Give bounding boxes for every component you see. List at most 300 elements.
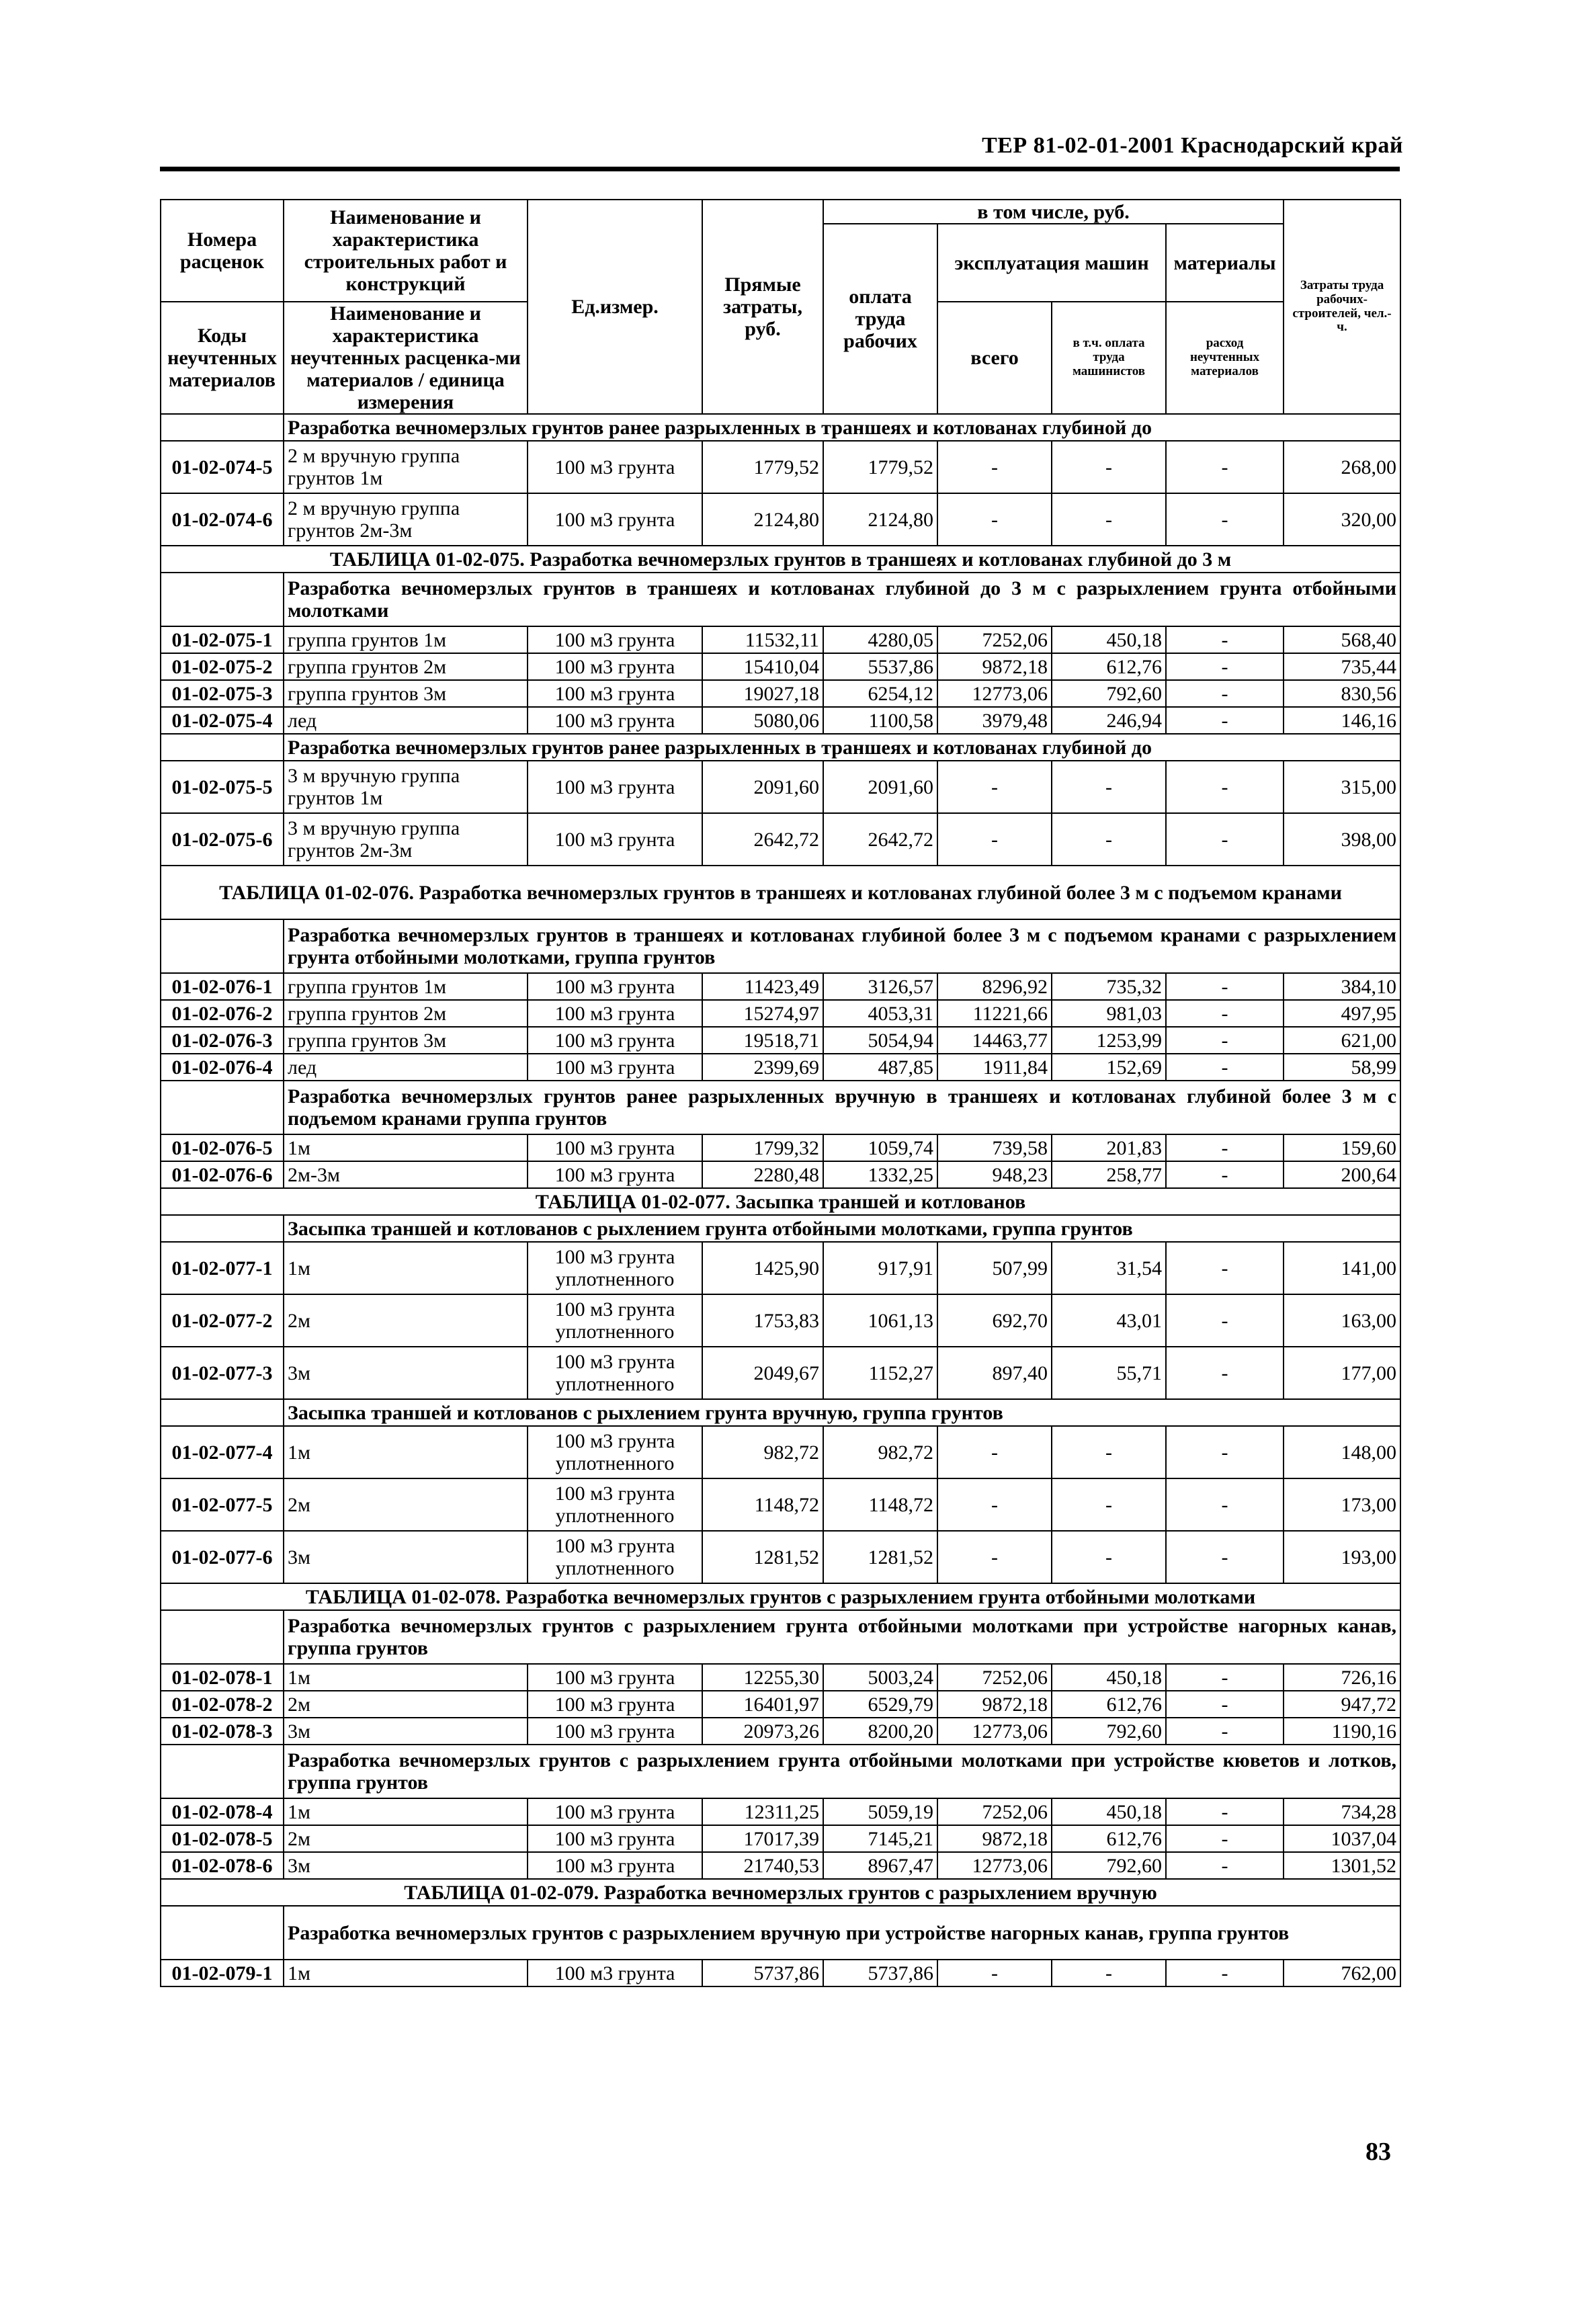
- rate-labor-hours: 762,00: [1284, 1960, 1400, 1986]
- rate-name: 1м: [284, 1798, 528, 1825]
- group-heading-row: [161, 414, 1400, 441]
- rate-labor-pay: 6254,12: [823, 680, 937, 707]
- rate-direct-cost: 12311,25: [702, 1798, 823, 1825]
- rate-materials: -: [1166, 653, 1284, 680]
- rate-name: 3м: [284, 1852, 528, 1879]
- group-code-blank: [161, 1610, 284, 1664]
- rate-machines: -: [937, 441, 1052, 493]
- rate-machinist-pay: -: [1052, 1531, 1166, 1583]
- rate-machinist-pay: -: [1052, 441, 1166, 493]
- group-heading: Разработка вечномерзлых грунтов ранее разрыхленных в траншеях и котлованах глубиной до: [284, 734, 1400, 761]
- group-heading: Разработка вечномерзлых грунтов с разрыхлением вручную при устройстве нагорных канав, группа грунтов: [284, 1906, 1400, 1960]
- rate-materials: -: [1166, 707, 1284, 734]
- rate-unit: 100 м3 грунта: [528, 973, 702, 1000]
- rate-labor-pay: 5054,94: [823, 1027, 937, 1054]
- rate-materials: -: [1166, 1852, 1284, 1879]
- table-row: [161, 680, 1400, 707]
- table-row: [161, 653, 1400, 680]
- rate-unit: 100 м3 грунта: [528, 1664, 702, 1691]
- rate-name: 3 м вручную группа грунтов 1м: [284, 761, 528, 813]
- rate-unit: 100 м3 грунта: [528, 1000, 702, 1027]
- rate-name: 1м: [284, 1134, 528, 1161]
- rate-unit: 100 м3 грунта: [528, 680, 702, 707]
- rate-labor-pay: 2124,80: [823, 493, 937, 546]
- group-heading-row: [161, 1215, 1400, 1242]
- rate-labor-hours: 148,00: [1284, 1426, 1400, 1478]
- rate-labor-hours: 568,40: [1284, 626, 1400, 653]
- header-row: [161, 200, 1400, 224]
- rate-machinist-pay: 55,71: [1052, 1347, 1166, 1399]
- rate-labor-pay: 7145,21: [823, 1825, 937, 1852]
- group-heading-row: [161, 1610, 1400, 1664]
- rate-unit: 100 м3 грунта: [528, 653, 702, 680]
- col-labor-cost: Затраты труда рабочих-строителей, чел.-ч.: [1284, 200, 1400, 414]
- table-row: [161, 1825, 1400, 1852]
- rate-labor-hours: 726,16: [1284, 1664, 1400, 1691]
- rate-labor-hours: 947,72: [1284, 1691, 1400, 1718]
- rate-materials: -: [1166, 813, 1284, 866]
- rate-name: 2м: [284, 1691, 528, 1718]
- group-heading-row: [161, 1399, 1400, 1426]
- rate-machinist-pay: -: [1052, 1960, 1166, 1986]
- rate-direct-cost: 5737,86: [702, 1960, 823, 1986]
- rate-materials: -: [1166, 1718, 1284, 1745]
- rate-machinist-pay: 612,76: [1052, 653, 1166, 680]
- rate-name: группа грунтов 3м: [284, 1027, 528, 1054]
- group-heading: Засыпка траншей и котлованов с рыхлением грунта вручную, группа грунтов: [284, 1399, 1400, 1426]
- rate-unit: 100 м3 грунта уплотненного: [528, 1242, 702, 1294]
- rate-labor-hours: 1037,04: [1284, 1825, 1400, 1852]
- table-title-row: [161, 1188, 1400, 1215]
- rate-unit: 100 м3 грунта: [528, 441, 702, 493]
- table-row: [161, 1161, 1400, 1188]
- rates-table: [160, 199, 1401, 1987]
- rate-machinist-pay: 450,18: [1052, 626, 1166, 653]
- rate-machinist-pay: 258,77: [1052, 1161, 1166, 1188]
- rate-labor-hours: 146,16: [1284, 707, 1400, 734]
- rate-unit: 100 м3 грунта: [528, 626, 702, 653]
- rate-labor-pay: 3126,57: [823, 973, 937, 1000]
- rate-code: 01-02-076-2: [161, 1000, 284, 1027]
- rate-name: группа грунтов 3м: [284, 680, 528, 707]
- rate-machinist-pay: 612,76: [1052, 1691, 1166, 1718]
- rate-machines: -: [937, 813, 1052, 866]
- table-title: ТАБЛИЦА 01-02-077. Засыпка траншей и котлованов: [161, 1188, 1400, 1215]
- rate-machines: 7252,06: [937, 1664, 1052, 1691]
- col-name-bottom: Наименование и характеристика неучтенных расценка-ми материалов / единица измерения: [284, 302, 528, 414]
- rate-machinist-pay: 450,18: [1052, 1798, 1166, 1825]
- group-heading: Разработка вечномерзлых грунтов в траншеях и котлованах глубиной более 3 м с подъемом кранами с разрыхлением грунта отбойными молотками, группа грунтов: [284, 919, 1400, 973]
- page-number: 83: [1366, 2138, 1391, 2166]
- group-code-blank: [161, 1399, 284, 1426]
- rate-direct-cost: 2280,48: [702, 1161, 823, 1188]
- col-materials: материалы: [1166, 224, 1284, 302]
- col-machines: эксплуатация машин: [937, 224, 1166, 302]
- col-name-top: Наименование и характеристика строительных работ и конструкций: [284, 200, 528, 302]
- rate-labor-pay: 982,72: [823, 1426, 937, 1478]
- table-row: [161, 626, 1400, 653]
- group-code-blank: [161, 1215, 284, 1242]
- rate-unit: 100 м3 грунта: [528, 1027, 702, 1054]
- rate-code: 01-02-076-3: [161, 1027, 284, 1054]
- rate-labor-hours: 58,99: [1284, 1054, 1400, 1081]
- rate-machinist-pay: -: [1052, 761, 1166, 813]
- rate-materials: -: [1166, 761, 1284, 813]
- rate-machines: 897,40: [937, 1347, 1052, 1399]
- rate-direct-cost: 1425,90: [702, 1242, 823, 1294]
- rate-name: группа грунтов 2м: [284, 1000, 528, 1027]
- rate-name: 1м: [284, 1664, 528, 1691]
- table-title-row: [161, 866, 1400, 919]
- rate-labor-hours: 141,00: [1284, 1242, 1400, 1294]
- rate-code: 01-02-078-4: [161, 1798, 284, 1825]
- rate-materials: -: [1166, 493, 1284, 546]
- rate-labor-hours: 315,00: [1284, 761, 1400, 813]
- rate-machines: -: [937, 1531, 1052, 1583]
- rate-machines: 14463,77: [937, 1027, 1052, 1054]
- rate-code: 01-02-077-5: [161, 1478, 284, 1531]
- table-title-row: [161, 1583, 1400, 1610]
- table-row: [161, 1347, 1400, 1399]
- rate-materials: -: [1166, 1054, 1284, 1081]
- table-row: [161, 1960, 1400, 1986]
- col-incl: в том числе, руб.: [823, 200, 1284, 224]
- rate-labor-hours: 735,44: [1284, 653, 1400, 680]
- rate-labor-hours: 163,00: [1284, 1294, 1400, 1347]
- rate-name: 3м: [284, 1347, 528, 1399]
- group-code-blank: [161, 919, 284, 973]
- group-heading-row: [161, 1906, 1400, 1960]
- rate-materials: -: [1166, 1347, 1284, 1399]
- rate-direct-cost: 2399,69: [702, 1054, 823, 1081]
- rate-labor-hours: 621,00: [1284, 1027, 1400, 1054]
- rate-direct-cost: 982,72: [702, 1426, 823, 1478]
- table-row: [161, 1478, 1400, 1531]
- rate-materials: -: [1166, 1691, 1284, 1718]
- rate-direct-cost: 1148,72: [702, 1478, 823, 1531]
- rate-labor-pay: 487,85: [823, 1054, 937, 1081]
- rate-materials: -: [1166, 1825, 1284, 1852]
- rate-machines: 9872,18: [937, 1691, 1052, 1718]
- rate-labor-pay: 917,91: [823, 1242, 937, 1294]
- table-row: [161, 813, 1400, 866]
- col-labor-pay: оплата труда рабочих: [823, 224, 937, 414]
- group-heading: Разработка вечномерзлых грунтов ранее разрыхленных вручную в траншеях и котлованах глубиной более 3 м с подъемом кранами группа грунтов: [284, 1081, 1400, 1134]
- rate-labor-hours: 384,10: [1284, 973, 1400, 1000]
- rate-code: 01-02-077-6: [161, 1531, 284, 1583]
- rate-machinist-pay: 1253,99: [1052, 1027, 1166, 1054]
- rate-direct-cost: 1753,83: [702, 1294, 823, 1347]
- table-row: [161, 1718, 1400, 1745]
- rate-name: 1м: [284, 1426, 528, 1478]
- group-heading: Разработка вечномерзлых грунтов ранее разрыхленных в траншеях и котлованах глубиной до: [284, 414, 1400, 441]
- rate-machines: 12773,06: [937, 1718, 1052, 1745]
- rate-code: 01-02-079-1: [161, 1960, 284, 1986]
- rate-name: группа грунтов 1м: [284, 626, 528, 653]
- rate-direct-cost: 2091,60: [702, 761, 823, 813]
- rate-labor-pay: 5003,24: [823, 1664, 937, 1691]
- rate-unit: 100 м3 грунта уплотненного: [528, 1347, 702, 1399]
- rate-machines: 9872,18: [937, 1825, 1052, 1852]
- col-code-bottom: Коды неучтенных материалов: [161, 302, 284, 414]
- rate-name: лед: [284, 1054, 528, 1081]
- col-code-top: Номера расценок: [161, 200, 284, 302]
- rate-labor-hours: 1190,16: [1284, 1718, 1400, 1745]
- rate-machinist-pay: 450,18: [1052, 1664, 1166, 1691]
- rate-machines: 692,70: [937, 1294, 1052, 1347]
- rate-name: 3 м вручную группа грунтов 2м-3м: [284, 813, 528, 866]
- rate-materials: -: [1166, 626, 1284, 653]
- rate-code: 01-02-075-1: [161, 626, 284, 653]
- rate-name: 2 м вручную группа грунтов 2м-3м: [284, 493, 528, 546]
- group-heading-row: [161, 1745, 1400, 1798]
- rate-machines: -: [937, 1478, 1052, 1531]
- group-heading: Разработка вечномерзлых грунтов с разрыхлением грунта отбойными молотками при устройстве кюветов и лотков, группа грунтов: [284, 1745, 1400, 1798]
- table-row: [161, 1027, 1400, 1054]
- rate-labor-pay: 5737,86: [823, 1960, 937, 1986]
- rate-labor-pay: 5059,19: [823, 1798, 937, 1825]
- rate-unit: 100 м3 грунта: [528, 1825, 702, 1852]
- table-title: ТАБЛИЦА 01-02-075. Разработка вечномерзлых грунтов в траншеях и котлованах глубиной до 3 м: [161, 546, 1400, 573]
- rate-machines: 12773,06: [937, 680, 1052, 707]
- table-title: ТАБЛИЦА 01-02-076. Разработка вечномерзлых грунтов в траншеях и котлованах глубиной более 3 м с подъемом кранами: [161, 866, 1400, 919]
- rate-code: 01-02-074-5: [161, 441, 284, 493]
- table-row: [161, 761, 1400, 813]
- rate-direct-cost: 15410,04: [702, 653, 823, 680]
- rate-direct-cost: 15274,97: [702, 1000, 823, 1027]
- rate-code: 01-02-075-5: [161, 761, 284, 813]
- rate-materials: -: [1166, 1000, 1284, 1027]
- rate-labor-hours: 734,28: [1284, 1798, 1400, 1825]
- col-machines-total: всего: [937, 302, 1052, 414]
- header-rule: [160, 167, 1400, 171]
- rate-machinist-pay: 792,60: [1052, 680, 1166, 707]
- rate-unit: 100 м3 грунта: [528, 1134, 702, 1161]
- rate-labor-pay: 1061,13: [823, 1294, 937, 1347]
- rate-machines: 948,23: [937, 1161, 1052, 1188]
- table-title-row: [161, 1879, 1400, 1906]
- rate-name: 2м: [284, 1825, 528, 1852]
- rate-code: 01-02-075-4: [161, 707, 284, 734]
- table-row: [161, 1852, 1400, 1879]
- group-heading: Разработка вечномерзлых грунтов с разрыхлением грунта отбойными молотками при устройстве нагорных канав, группа грунтов: [284, 1610, 1400, 1664]
- group-code-blank: [161, 734, 284, 761]
- rate-name: 1м: [284, 1242, 528, 1294]
- table-row: [161, 1000, 1400, 1027]
- rate-name: 3м: [284, 1718, 528, 1745]
- rate-machinist-pay: -: [1052, 1426, 1166, 1478]
- rate-machinist-pay: -: [1052, 1478, 1166, 1531]
- rate-materials: -: [1166, 973, 1284, 1000]
- rate-labor-hours: 398,00: [1284, 813, 1400, 866]
- rate-machinist-pay: 612,76: [1052, 1825, 1166, 1852]
- rate-machines: -: [937, 493, 1052, 546]
- rate-machinist-pay: 201,83: [1052, 1134, 1166, 1161]
- rate-direct-cost: 16401,97: [702, 1691, 823, 1718]
- rate-unit: 100 м3 грунта уплотненного: [528, 1426, 702, 1478]
- rate-materials: -: [1166, 1242, 1284, 1294]
- rate-code: 01-02-076-6: [161, 1161, 284, 1188]
- rate-labor-hours: 159,60: [1284, 1134, 1400, 1161]
- table-title: ТАБЛИЦА 01-02-079. Разработка вечномерзлых грунтов с разрыхлением вручную: [161, 1879, 1400, 1906]
- rate-machines: 9872,18: [937, 653, 1052, 680]
- rate-materials: -: [1166, 1478, 1284, 1531]
- rate-unit: 100 м3 грунта: [528, 1161, 702, 1188]
- rate-direct-cost: 17017,39: [702, 1825, 823, 1852]
- rate-labor-pay: 1148,72: [823, 1478, 937, 1531]
- rate-code: 01-02-076-1: [161, 973, 284, 1000]
- table-row: [161, 441, 1400, 493]
- rate-code: 01-02-078-6: [161, 1852, 284, 1879]
- table-row: [161, 1664, 1400, 1691]
- group-heading-row: [161, 734, 1400, 761]
- rate-labor-hours: 177,00: [1284, 1347, 1400, 1399]
- rate-labor-pay: 1152,27: [823, 1347, 937, 1399]
- rate-direct-cost: 5080,06: [702, 707, 823, 734]
- table-row: [161, 1426, 1400, 1478]
- rate-machinist-pay: 31,54: [1052, 1242, 1166, 1294]
- rate-code: 01-02-076-4: [161, 1054, 284, 1081]
- rate-code: 01-02-076-5: [161, 1134, 284, 1161]
- table-row: [161, 1054, 1400, 1081]
- group-code-blank: [161, 1081, 284, 1134]
- rate-machinist-pay: 735,32: [1052, 973, 1166, 1000]
- rate-machines: 11221,66: [937, 1000, 1052, 1027]
- rate-name: группа грунтов 1м: [284, 973, 528, 1000]
- group-heading: Разработка вечномерзлых грунтов в траншеях и котлованах глубиной до 3 м с разрыхлением грунта отбойными молотками: [284, 573, 1400, 626]
- rate-machinist-pay: 43,01: [1052, 1294, 1166, 1347]
- rate-unit: 100 м3 грунта: [528, 1960, 702, 1986]
- rate-code: 01-02-078-3: [161, 1718, 284, 1745]
- rate-code: 01-02-075-2: [161, 653, 284, 680]
- rate-labor-hours: 200,64: [1284, 1161, 1400, 1188]
- table-row: [161, 707, 1400, 734]
- rate-name: лед: [284, 707, 528, 734]
- rate-name: 2м: [284, 1294, 528, 1347]
- rate-code: 01-02-074-6: [161, 493, 284, 546]
- group-heading: Засыпка траншей и котлованов с рыхлением грунта отбойными молотками, группа грунтов: [284, 1215, 1400, 1242]
- col-materials-use: расход неучтенных материалов: [1166, 302, 1284, 414]
- rate-direct-cost: 1799,32: [702, 1134, 823, 1161]
- running-head: ТЕР 81-02-01-2001 Краснодарский край: [982, 133, 1403, 158]
- rate-code: 01-02-077-2: [161, 1294, 284, 1347]
- rate-labor-pay: 8967,47: [823, 1852, 937, 1879]
- rate-machines: 7252,06: [937, 626, 1052, 653]
- table-row: [161, 1242, 1400, 1294]
- group-heading-row: [161, 919, 1400, 973]
- rate-materials: -: [1166, 1426, 1284, 1478]
- rate-machinist-pay: 981,03: [1052, 1000, 1166, 1027]
- rate-materials: -: [1166, 1294, 1284, 1347]
- rate-code: 01-02-077-4: [161, 1426, 284, 1478]
- rate-materials: -: [1166, 1798, 1284, 1825]
- group-code-blank: [161, 414, 284, 441]
- rate-materials: -: [1166, 680, 1284, 707]
- rate-unit: 100 м3 грунта: [528, 813, 702, 866]
- rate-code: 01-02-078-5: [161, 1825, 284, 1852]
- rate-machinist-pay: -: [1052, 493, 1166, 546]
- rate-direct-cost: 11532,11: [702, 626, 823, 653]
- rate-materials: -: [1166, 1664, 1284, 1691]
- rate-machinist-pay: -: [1052, 813, 1166, 866]
- table-title-row: [161, 546, 1400, 573]
- rate-machines: 507,99: [937, 1242, 1052, 1294]
- rate-direct-cost: 1281,52: [702, 1531, 823, 1583]
- rate-materials: -: [1166, 1134, 1284, 1161]
- rate-code: 01-02-077-1: [161, 1242, 284, 1294]
- rate-unit: 100 м3 грунта уплотненного: [528, 1478, 702, 1531]
- rate-machines: 7252,06: [937, 1798, 1052, 1825]
- rate-labor-hours: 830,56: [1284, 680, 1400, 707]
- table-row: [161, 493, 1400, 546]
- table-row: [161, 1294, 1400, 1347]
- rate-labor-pay: 4280,05: [823, 626, 937, 653]
- rate-materials: -: [1166, 1027, 1284, 1054]
- rate-code: 01-02-075-6: [161, 813, 284, 866]
- rate-name: 2м: [284, 1478, 528, 1531]
- rate-direct-cost: 12255,30: [702, 1664, 823, 1691]
- rate-unit: 100 м3 грунта: [528, 1054, 702, 1081]
- col-unit: Ед.измер.: [528, 200, 702, 414]
- rate-machinist-pay: 792,60: [1052, 1852, 1166, 1879]
- rate-unit: 100 м3 грунта: [528, 761, 702, 813]
- rate-name: 2 м вручную группа грунтов 1м: [284, 441, 528, 493]
- rate-unit: 100 м3 грунта: [528, 1798, 702, 1825]
- rate-unit: 100 м3 грунта: [528, 1691, 702, 1718]
- rate-direct-cost: 21740,53: [702, 1852, 823, 1879]
- rate-direct-cost: 11423,49: [702, 973, 823, 1000]
- rate-direct-cost: 2642,72: [702, 813, 823, 866]
- rate-machines: -: [937, 761, 1052, 813]
- rate-materials: -: [1166, 441, 1284, 493]
- rate-labor-pay: 1332,25: [823, 1161, 937, 1188]
- rate-materials: -: [1166, 1161, 1284, 1188]
- col-machines-pay: в т.ч. оплата труда машинистов: [1052, 302, 1166, 414]
- rate-code: 01-02-078-1: [161, 1664, 284, 1691]
- table-row: [161, 1798, 1400, 1825]
- rate-direct-cost: 19027,18: [702, 680, 823, 707]
- rate-name: 2м-3м: [284, 1161, 528, 1188]
- rate-name: группа грунтов 2м: [284, 653, 528, 680]
- rate-labor-hours: 268,00: [1284, 441, 1400, 493]
- group-heading-row: [161, 573, 1400, 626]
- rate-materials: -: [1166, 1960, 1284, 1986]
- table-row: [161, 1531, 1400, 1583]
- rate-unit: 100 м3 грунта: [528, 707, 702, 734]
- rate-labor-hours: 193,00: [1284, 1531, 1400, 1583]
- table-row: [161, 1691, 1400, 1718]
- rate-machines: 739,58: [937, 1134, 1052, 1161]
- rate-labor-pay: 1281,52: [823, 1531, 937, 1583]
- rate-machines: -: [937, 1960, 1052, 1986]
- rate-labor-hours: 320,00: [1284, 493, 1400, 546]
- table-title: ТАБЛИЦА 01-02-078. Разработка вечномерзлых грунтов с разрыхлением грунта отбойными молотками: [161, 1583, 1400, 1610]
- rate-machinist-pay: 792,60: [1052, 1718, 1166, 1745]
- rate-labor-pay: 4053,31: [823, 1000, 937, 1027]
- rate-unit: 100 м3 грунта уплотненного: [528, 1294, 702, 1347]
- rate-direct-cost: 2049,67: [702, 1347, 823, 1399]
- group-heading-row: [161, 1081, 1400, 1134]
- rate-labor-pay: 2642,72: [823, 813, 937, 866]
- rate-machines: -: [937, 1426, 1052, 1478]
- rate-labor-pay: 8200,20: [823, 1718, 937, 1745]
- rate-code: 01-02-075-3: [161, 680, 284, 707]
- rate-labor-hours: 1301,52: [1284, 1852, 1400, 1879]
- rate-unit: 100 м3 грунта уплотненного: [528, 1531, 702, 1583]
- rate-machines: 8296,92: [937, 973, 1052, 1000]
- rate-direct-cost: 19518,71: [702, 1027, 823, 1054]
- group-code-blank: [161, 1906, 284, 1960]
